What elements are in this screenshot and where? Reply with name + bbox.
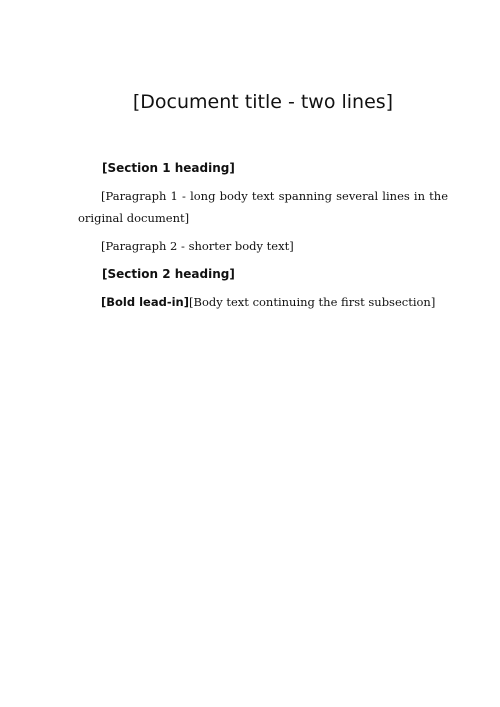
body-paragraph-2: [Paragraph 2 - shorter body text]	[101, 239, 294, 253]
subsection-text: [Body text continuing the first subsection]	[189, 295, 436, 309]
body-paragraph-1: [Paragraph 1 - long body text spanning several lines in the original document]	[78, 189, 448, 225]
section-heading-1: [Section 1 heading]	[102, 161, 235, 175]
body-paragraph-3	[78, 291, 448, 313]
section-heading-2: [Section 2 heading]	[102, 267, 235, 281]
document-title: [Document title - two lines]	[132, 91, 394, 113]
subsection-lead-in: [Bold lead-in]	[101, 295, 189, 309]
